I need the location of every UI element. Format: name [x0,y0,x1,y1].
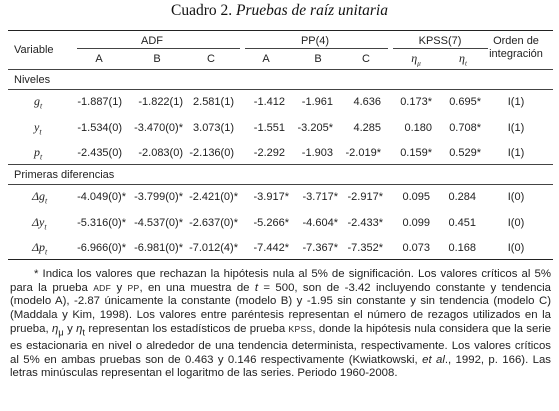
subheader-pp-c: C [362,53,370,65]
cell-adf-c: 3.073(1) [193,122,234,134]
section-divider-rule [8,164,553,165]
cell-pp-a: -2.292 [253,147,285,159]
cell-pp-b: -7.367* [302,242,338,254]
cell-pp-c: -7.352* [347,242,383,254]
row-variable: $g_t$ [34,94,43,111]
cell-adf-b: -4.537(0)* [134,217,183,229]
cell-adf-c: -2.136(0) [189,147,234,159]
caption-prefix: Cuadro 2. [170,2,233,19]
cell-adf-a: -1.534(0) [77,122,122,134]
cell-adf-a: -4.049(0)* [77,191,126,203]
cell-pp-a: -7.442* [253,242,289,254]
cell-adf-b: -3.470(0)* [134,122,183,134]
cell-adf-c: -2.637(0)* [189,217,238,229]
cell-kpss-mu: 0.099 [402,217,430,229]
kpss-group-rule [393,48,488,49]
cell-kpss-mu: 0.095 [402,191,430,203]
cell-kpss-t: 0.284 [448,191,476,203]
cell-kpss-mu: 0.173* [400,96,432,108]
cell-adf-a: -1.887(1) [77,96,122,108]
cell-adf-b: -3.799(0)* [134,191,183,203]
subheader-adf-b: B [153,53,161,65]
cell-orden: I(1) [507,147,525,159]
row-variable: $\Delta y_t$ [32,215,47,232]
table-bottom-rule [8,259,553,260]
cell-pp-c: -2.433* [347,217,383,229]
cell-kpss-t: 0.168 [448,242,476,254]
row-variable: $y_t$ [34,120,42,137]
cell-kpss-t: 0.708* [449,122,481,134]
cell-adf-b: -1.822(1) [138,96,183,108]
table-top-rule [8,30,553,31]
cell-adf-a: -2.435(0) [77,147,122,159]
cell-kpss-t: 0.451 [448,217,476,229]
section-title-niveles: Niveles [14,74,51,86]
cell-orden: I(1) [507,122,525,134]
cell-adf-c: -2.421(0)* [189,191,238,203]
cell-pp-b: -1.961 [301,96,333,108]
cell-orden: I(0) [507,242,525,254]
cell-pp-b: -3.205* [297,122,333,134]
cell-pp-a: -3.917* [253,191,289,203]
section-rule-primeras-diferencias [8,184,553,185]
subheader-kpss-eta-mu: $\eta_\mu$ [411,51,421,68]
header-orden-line2: integración [489,48,543,60]
cell-orden: I(0) [507,217,525,229]
subheader-kpss-eta-t: $\eta_t$ [459,51,467,68]
table-caption [0,2,559,20]
subheader-pp-b: B [314,53,322,65]
cell-pp-c: 4.285 [353,122,381,134]
cell-pp-b: -1.903 [301,147,333,159]
cell-adf-c: -7.012(4)* [189,242,238,254]
section-rule-niveles [8,89,553,90]
cell-adf-b: -6.981(0)* [134,242,183,254]
cell-orden: I(0) [507,191,525,203]
header-orden-line1: Orden de [493,35,539,47]
cell-kpss-mu: 0.073 [402,242,430,254]
cell-kpss-t: 0.529* [449,147,481,159]
row-variable: $\Delta p_t$ [32,240,48,257]
cell-kpss-mu: 0.159* [400,147,432,159]
caption-title: Pruebas de raíz unitaria [236,2,388,19]
header-variable: Variable [14,44,54,56]
header-pp: PP(4) [300,35,330,47]
header-kpss: KPSS(7) [418,35,462,47]
section-title-primeras-diferencias: Primeras diferencias [14,169,115,181]
subheader-adf-c: C [207,53,215,65]
cell-pp-a: -5.266* [253,217,289,229]
cell-pp-a: -1.551 [253,122,285,134]
cell-pp-c: 4.636 [353,96,381,108]
cell-orden: I(1) [507,96,525,108]
cell-kpss-mu: 0.180 [404,122,432,134]
cell-adf-a: -5.316(0)* [77,217,126,229]
row-variable: $\Delta g_t$ [32,189,48,206]
cell-adf-b: -2.083(0) [138,147,183,159]
cell-pp-b: -4.604* [302,217,338,229]
subheader-adf-a: A [95,53,103,65]
pp-group-rule [245,48,388,49]
header-bottom-rule [8,69,553,70]
cell-pp-c: -2.917* [347,191,383,203]
row-variable: $p_t$ [34,145,43,162]
cell-pp-c: -2.019* [345,147,381,159]
cell-adf-c: 2.581(1) [193,96,234,108]
cell-pp-b: -3.717* [302,191,338,203]
adf-group-rule [77,48,240,49]
header-adf: ADF [141,35,163,47]
cell-kpss-t: 0.695* [449,96,481,108]
cell-adf-a: -6.966(0)* [77,242,126,254]
table-footnote: * Indica los valores que rechazan la hipótesis nula al 5% de significación. Los valores críticos al 5% para la prueba ADF y PP, en una muestra de t = 500, son de -3.42 incluyendo constante y tendencia (modelo A), -2.87 únicamente la constante (modelo B) y -1.95 sin constante y sin tendencia (modelo C) (Maddala y Kim, 1998). Los valores entre paréntesis representan el número de rezagos utilizados en la prueba, $\eta_\mu$ y $\eta_t$ representan los estadísticos de prueba KPSS, donde la hipótesis nula considera que la serie es estacionaria en nivel o alrededor de una tendencia determinista, respectivamente. Los valores críticos al 5% en ambas pruebas son de 0.463 y 0.146 respectivamente (Kwiatkowski, et al., 1992, p. 166). Las letras minúsculas representan el logaritmo de las series. Periodo 1960-2008. [10,268,552,380]
subheader-pp-a: A [262,53,270,65]
cell-pp-a: -1.412 [253,96,285,108]
